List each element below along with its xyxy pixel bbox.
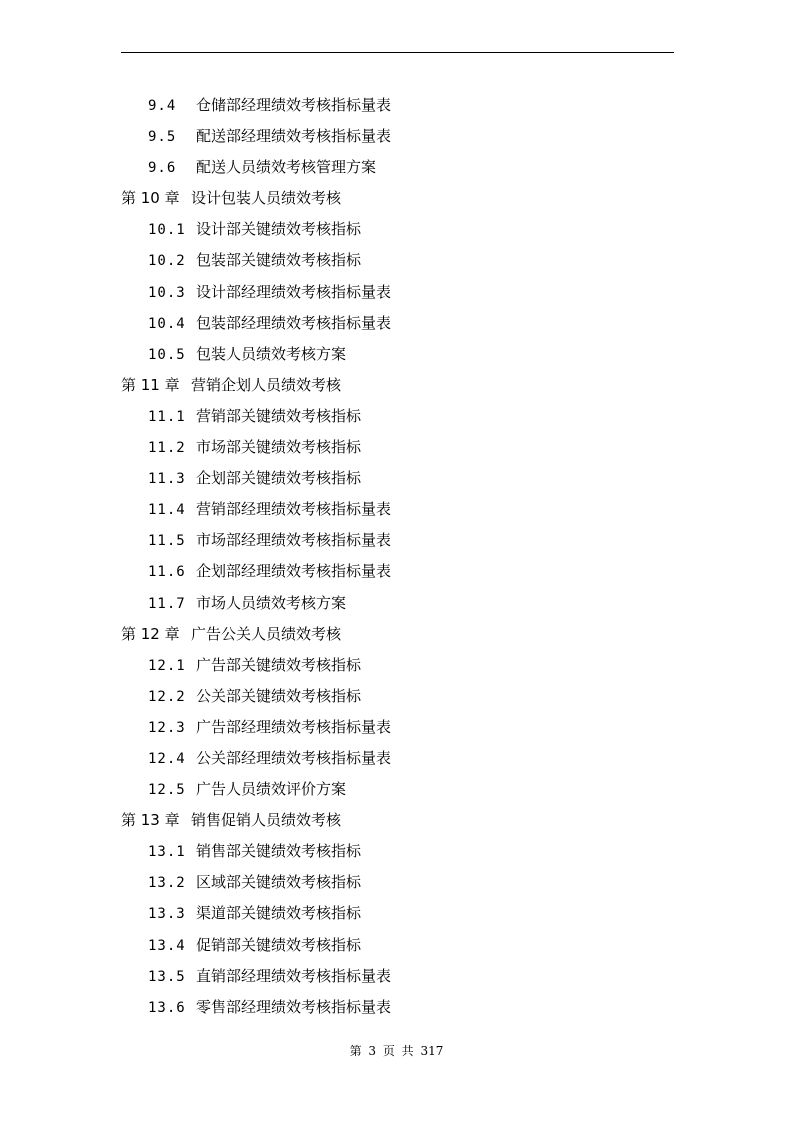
- section-number: 13.1: [148, 844, 186, 861]
- section-title: 市场部经理绩效考核指标量表: [196, 531, 392, 550]
- section-number: 11.7: [148, 595, 186, 612]
- toc-chapter-entry: [0, 808, 793, 839]
- toc-section-entry: [0, 435, 793, 466]
- section-title: 设计部关键绩效考核指标: [196, 220, 362, 239]
- toc-section-entry: [0, 715, 793, 746]
- toc-section-entry: [0, 466, 793, 497]
- section-number: 12.1: [148, 657, 186, 674]
- section-number: 11.4: [148, 502, 186, 519]
- toc-section-entry: [0, 497, 793, 528]
- section-title: 包装部经理绩效考核指标量表: [196, 313, 392, 332]
- toc-chapter-entry: [0, 186, 793, 217]
- section-title: 设计部经理绩效考核指标量表: [196, 282, 392, 301]
- chapter-number: 第 13 章: [121, 811, 180, 830]
- section-title: 包装部关键绩效考核指标: [196, 251, 362, 270]
- toc-section-entry: [0, 124, 793, 155]
- section-number: 10.2: [148, 253, 186, 270]
- section-number: 11.6: [148, 564, 186, 581]
- section-title: 配送部经理绩效考核指标量表: [196, 127, 392, 146]
- section-number: 11.3: [148, 471, 186, 488]
- toc-section-entry: [0, 559, 793, 590]
- section-title: 公关部关键绩效考核指标: [196, 686, 362, 705]
- section-number: 10.4: [148, 315, 186, 332]
- section-title: 企划部关键绩效考核指标: [196, 469, 362, 488]
- section-title: 广告部关键绩效考核指标: [196, 655, 362, 674]
- toc-chapter-entry: [0, 622, 793, 653]
- section-title: 包装人员绩效考核方案: [196, 344, 347, 363]
- section-title: 促销部关键绩效考核指标: [196, 935, 362, 954]
- toc-section-entry: [0, 653, 793, 684]
- section-number: 13.5: [148, 968, 186, 985]
- section-number: 13.2: [148, 875, 186, 892]
- toc-section-entry: [0, 933, 793, 964]
- section-title: 仓储部经理绩效考核指标量表: [196, 96, 392, 114]
- toc-section-entry: [0, 404, 793, 435]
- toc-section-entry: [0, 93, 793, 124]
- toc-section-entry: [0, 684, 793, 715]
- table-of-contents: [0, 93, 793, 1026]
- chapter-title: 销售促销人员绩效考核: [191, 811, 342, 830]
- section-title: 广告部经理绩效考核指标量表: [196, 717, 392, 736]
- toc-section-entry: [0, 839, 793, 870]
- section-number: 10.5: [148, 346, 186, 363]
- section-number: 11.2: [148, 440, 186, 457]
- section-title: 广告人员绩效评价方案: [196, 780, 347, 799]
- section-title: 零售部经理绩效考核指标量表: [196, 997, 392, 1016]
- chapter-title: 广告公关人员绩效考核: [191, 624, 342, 643]
- toc-section-entry: [0, 901, 793, 932]
- section-title: 营销部经理绩效考核指标量表: [196, 500, 392, 519]
- section-number: 13.3: [148, 906, 186, 923]
- toc-section-entry: [0, 280, 793, 311]
- toc-section-entry: [0, 746, 793, 777]
- toc-section-entry: [0, 217, 793, 248]
- chapter-number: 第 11 章: [121, 375, 180, 394]
- toc-section-entry: [0, 248, 793, 279]
- section-title: 市场部关键绩效考核指标: [196, 438, 362, 457]
- chapter-number: 第 10 章: [121, 189, 180, 208]
- section-title: 市场人员绩效考核方案: [196, 593, 347, 612]
- section-title: 营销部关键绩效考核指标: [196, 406, 362, 425]
- section-number: 11.5: [148, 533, 186, 550]
- section-number: 9.4: [148, 98, 177, 114]
- section-number: 12.4: [148, 750, 186, 767]
- toc-section-entry: [0, 311, 793, 342]
- section-number: 12.3: [148, 719, 186, 736]
- section-title: 销售部关键绩效考核指标: [196, 842, 362, 861]
- chapter-title: 设计包装人员绩效考核: [191, 189, 342, 208]
- toc-section-entry: [0, 777, 793, 808]
- section-number: 9.6: [148, 160, 177, 177]
- toc-section-entry: [0, 155, 793, 186]
- section-number: 13.4: [148, 937, 186, 954]
- section-title: 企划部经理绩效考核指标量表: [196, 562, 392, 581]
- section-title: 直销部经理绩效考核指标量表: [196, 966, 392, 985]
- section-title: 公关部经理绩效考核指标量表: [196, 748, 392, 767]
- page-footer: 第 3 页 共 317: [349, 1044, 444, 1058]
- toc-section-entry: [0, 528, 793, 559]
- section-number: 10.1: [148, 222, 186, 239]
- chapter-number: 第 12 章: [121, 624, 180, 643]
- toc-section-entry: [0, 870, 793, 901]
- section-number: 9.5: [148, 129, 177, 146]
- toc-chapter-entry: [0, 373, 793, 404]
- section-number: 10.3: [148, 284, 186, 301]
- chapter-title: 营销企划人员绩效考核: [191, 375, 342, 394]
- section-number: 13.6: [148, 999, 186, 1016]
- header-rule: [121, 52, 674, 53]
- section-number: 12.2: [148, 688, 186, 705]
- toc-section-entry: [0, 342, 793, 373]
- toc-section-entry: [0, 995, 793, 1026]
- toc-section-entry: [0, 964, 793, 995]
- section-number: 11.1: [148, 408, 186, 425]
- section-title: 渠道部关键绩效考核指标: [196, 904, 362, 923]
- section-title: 区域部关键绩效考核指标: [196, 873, 362, 892]
- section-number: 12.5: [148, 782, 186, 799]
- toc-section-entry: [0, 591, 793, 622]
- section-title: 配送人员绩效考核管理方案: [196, 158, 377, 177]
